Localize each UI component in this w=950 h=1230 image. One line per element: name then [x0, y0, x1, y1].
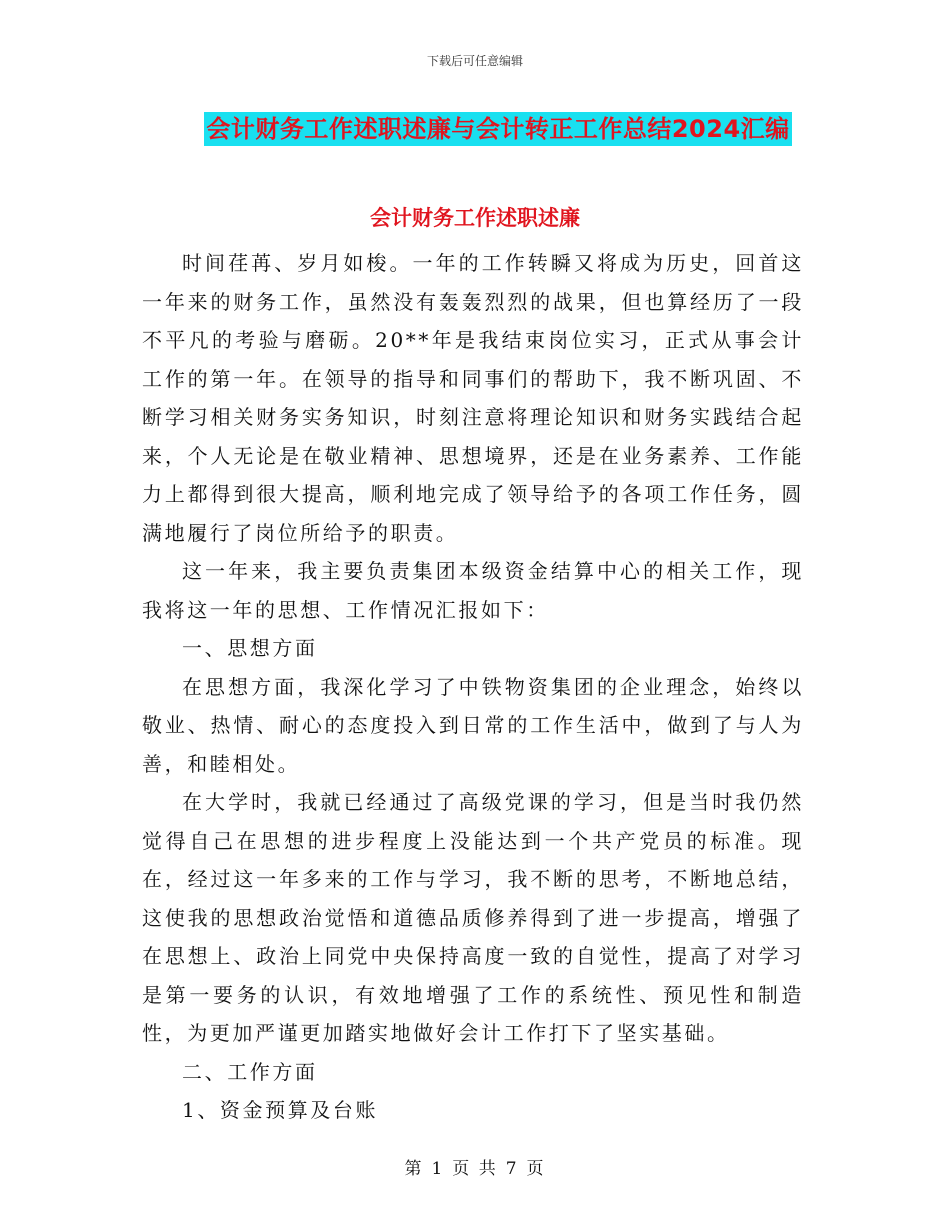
footer-middle: 页 共: [452, 1159, 498, 1179]
footer-total-pages: 7: [505, 1159, 519, 1179]
subheading-budget: 1、资金预算及台账: [182, 1098, 379, 1122]
document-title: 会计财务工作述职述廉与会计转正工作总结2024汇编: [204, 112, 791, 146]
document-body: [142, 244, 804, 1130]
heading-thought: 一、思想方面: [182, 636, 318, 660]
paragraph-overview: 这一年来，我主要负责集团本级资金结算中心的相关工作，现我将这一年的思想、工作情况汇报如下：: [142, 559, 804, 622]
paragraph-thought-2: 在大学时，我就已经通过了高级党课的学习，但是当时我仍然觉得自己在思想的进步程度上没能达到一个共产党员的标准。现在，经过这一年多来的工作与学习，我不断的思考，不断地总结，这使我的思想政治觉悟和道德品质修养得到了进一步提高，增强了在思想上、政治上同党中央保持高度一致的自觉性，提高了对学习是第一要务的认识，有效地增强了工作的系统性、预见性和制造性，为更加严谨更加踏实地做好会计工作打下了坚实基础。: [142, 790, 804, 1045]
page-footer: [0, 1154, 950, 1179]
paragraph-intro: 时间荏苒、岁月如梭。一年的工作转瞬又将成为历史，回首这一年来的财务工作，虽然没有轰轰烈烈的战果，但也算经历了一段不平凡的考验与磨砺。20**年是我结束岗位实习，正式从事会计工作的第一年。在领导的指导和同事们的帮助下，我不断巩固、不断学习相关财务实务知识，时刻注意将理论知识和财务实践结合起来，个人无论是在敬业精神、思想境界，还是在业务素养、工作能力上都得到很大提高，顺利地完成了领导给予的各项工作任务，圆满地履行了岗位所给予的职责。: [142, 251, 804, 545]
section-title: 会计财务工作述职述廉: [370, 206, 580, 230]
page-header-note: 下载后可任意编辑: [426, 54, 523, 68]
footer-current-page: 1: [431, 1159, 445, 1179]
paragraph-thought-1: 在思想方面，我深化学习了中铁物资集团的企业理念，始终以敬业、热情、耐心的态度投入到日常的工作生活中，做到了与人为善，和睦相处。: [142, 674, 804, 776]
footer-prefix: 第: [404, 1159, 424, 1179]
footer-suffix: 页: [526, 1159, 546, 1179]
heading-work: 二、工作方面: [182, 1059, 318, 1084]
document-title-container: [0, 112, 950, 146]
